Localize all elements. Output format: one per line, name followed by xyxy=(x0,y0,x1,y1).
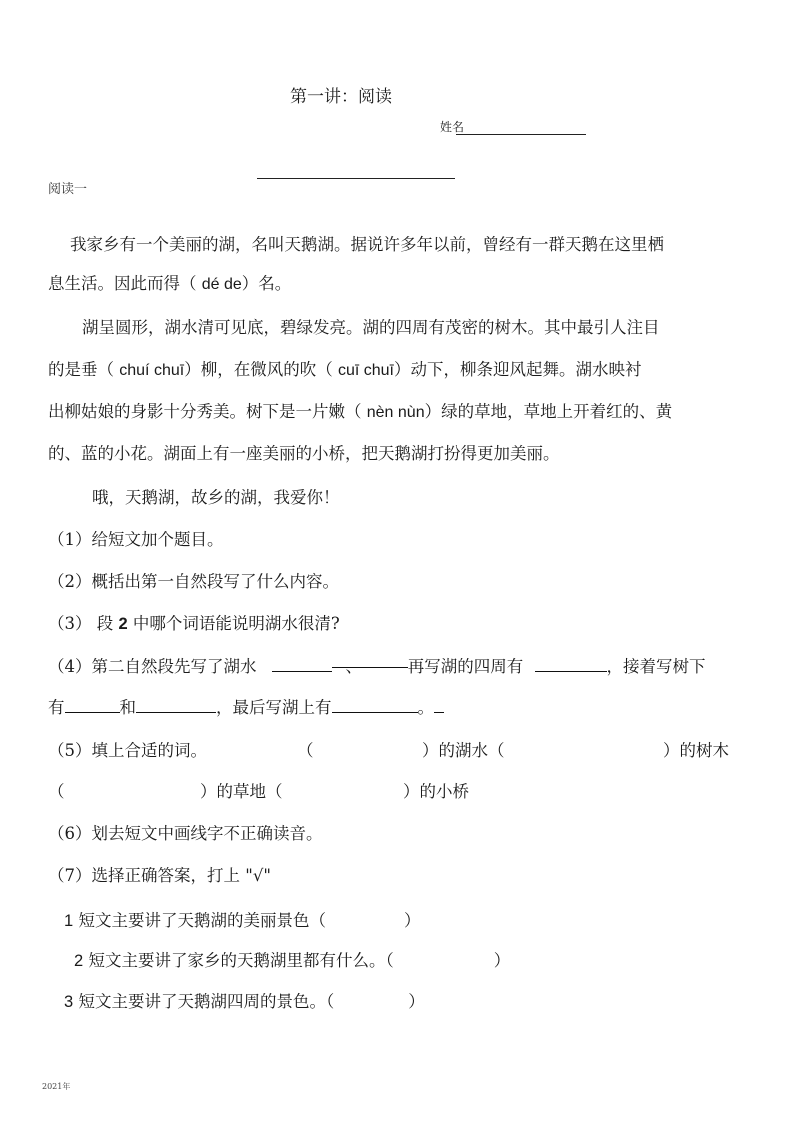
answer-blank xyxy=(434,698,444,713)
option-2[interactable] xyxy=(74,947,510,971)
name-label: 姓名 xyxy=(440,120,465,134)
option-number: 3 xyxy=(64,993,74,1011)
text: 和 xyxy=(119,698,136,717)
passage-p2-line1: 湖呈圆形，湖水清可见底，碧绿发亮。湖的四周有茂密的树木。其中最引人注目 xyxy=(82,318,660,337)
paragraph-number: 2 xyxy=(118,615,128,633)
option-text: 短文主要讲了家乡的天鹅湖里都有什么。（ xyxy=(88,951,394,970)
text: ） xyxy=(408,992,425,1011)
footer-year: 2021年 xyxy=(42,1082,71,1091)
answer-blank[interactable] xyxy=(332,653,408,676)
pinyin-options: cuī chuī xyxy=(337,362,394,379)
option-3[interactable] xyxy=(64,988,425,1012)
question-5-line1: （5）填上合适的词。 xyxy=(48,741,207,760)
text: （4）第二自然段先写了湖水 xyxy=(48,657,257,676)
text: ，接着写树下 xyxy=(606,657,706,676)
text: 有 xyxy=(48,698,65,717)
text: ） xyxy=(493,951,511,970)
q5-bridge-label: ）的小桥 xyxy=(403,782,469,801)
question-1: （1）给短文加个题目。 xyxy=(48,530,224,549)
page-title: 第一讲：阅读 xyxy=(290,87,392,107)
passage-p1-line2 xyxy=(48,270,291,294)
q5-tree-label: ）的树木 xyxy=(663,741,729,760)
passage-p2-line3 xyxy=(48,398,672,422)
pinyin-options: dé de xyxy=(201,276,242,293)
pinyin-options: nèn nùn xyxy=(366,404,425,421)
text: 息生活。因此而得（ xyxy=(48,274,202,293)
option-1[interactable] xyxy=(64,907,420,931)
question-4-line2 xyxy=(48,694,444,718)
text: 出柳姑娘的身影十分秀美。树下是一片嫩（ xyxy=(48,402,367,421)
text: （3） 段 xyxy=(48,614,119,633)
option-text: 短文主要讲了天鹅湖的美丽景色（ xyxy=(78,911,326,930)
question-6: （6）划去短文中画线字不正确读音。 xyxy=(48,824,323,843)
pinyin-options: chuí chuī xyxy=(119,362,185,379)
answer-blank[interactable] xyxy=(272,657,332,672)
q5-blank-grass-open[interactable]: （ xyxy=(48,782,65,801)
text: 再写湖的四周有 xyxy=(407,657,524,676)
text: ） xyxy=(403,911,421,930)
section-label: 阅读一 xyxy=(48,182,88,197)
question-2: （2）概括出第一自然段写了什么内容。 xyxy=(48,572,339,591)
q5-lake-label: ）的湖水（ xyxy=(422,741,505,760)
question-4-line1 xyxy=(48,653,706,677)
q5-blank-lake-open[interactable]: （ xyxy=(297,741,314,760)
passage-p3: 哦，天鹅湖，故乡的湖，我爱你！ xyxy=(92,488,340,507)
option-text: 短文主要讲了天鹅湖四周的景色。（ xyxy=(78,992,335,1011)
answer-blank[interactable] xyxy=(535,657,607,672)
question-7: （7）选择正确答案，打上 "√" xyxy=(48,866,271,885)
text: ）名。 xyxy=(241,274,292,293)
question-3 xyxy=(48,610,340,634)
text: 中哪个词语能说明湖水很清? xyxy=(127,614,340,633)
text: ）绿的草地，草地上开着红的、黄 xyxy=(424,402,673,421)
answer-blank[interactable] xyxy=(65,698,120,713)
text: 的是垂（ xyxy=(48,360,120,379)
answer-blank[interactable] xyxy=(332,698,418,713)
passage-p2-line4: 的、蓝的小花。湖面上有一座美丽的小桥，把天鹅湖打扮得更加美丽。 xyxy=(48,444,560,463)
passage-p1-line1: 我家乡有一个美丽的湖，名叫天鹅湖。据说许多年以前，曾经有一群天鹅在这里栖 xyxy=(70,235,664,254)
text: ）柳，在微风的吹（ xyxy=(184,360,338,379)
text: ，最后写湖上有 xyxy=(216,698,332,717)
option-number: 1 xyxy=(64,912,74,930)
text: 。 xyxy=(417,698,434,717)
title-answer-line[interactable] xyxy=(257,178,455,179)
name-field-line[interactable] xyxy=(456,134,586,135)
q5-grass-label: ）的草地（ xyxy=(200,782,283,801)
text: ）动下，柳条迎风起舞。湖水映衬 xyxy=(393,360,642,379)
option-number: 2 xyxy=(74,952,84,970)
answer-blank[interactable] xyxy=(136,698,216,713)
separator: 、 xyxy=(345,657,362,676)
passage-p2-line2 xyxy=(48,356,641,380)
